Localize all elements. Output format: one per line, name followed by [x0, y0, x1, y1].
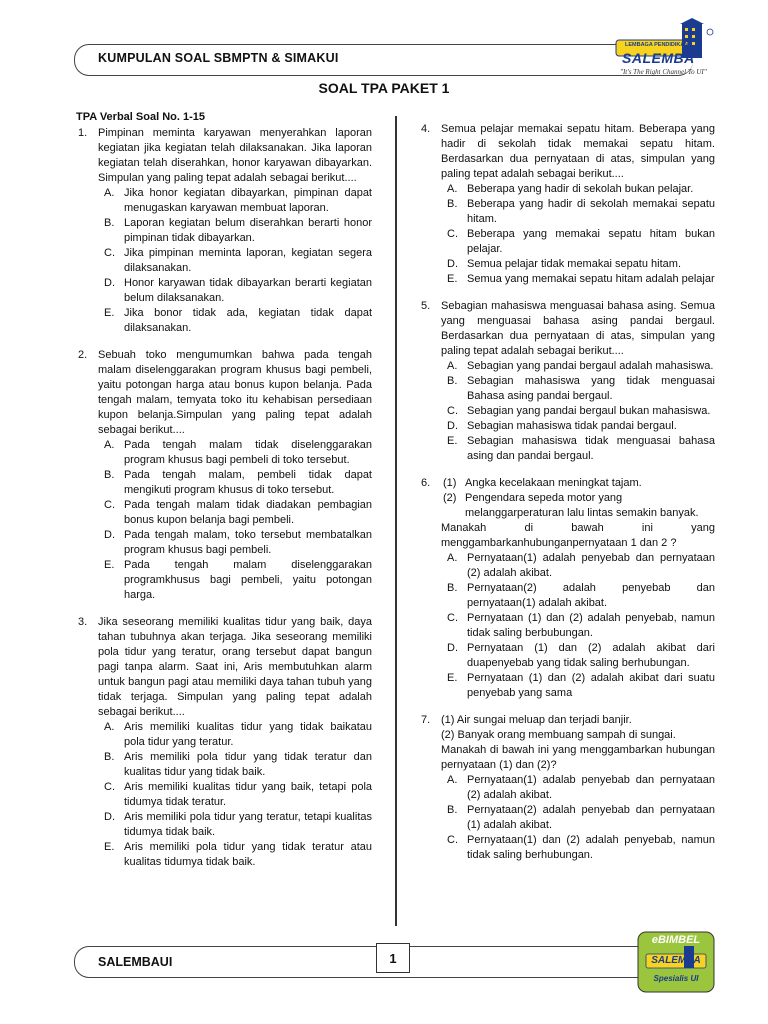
option-letter: D.	[104, 811, 115, 823]
question-stem: Jika seseorang memiliki kualitas tidur yang baik, daya tahan tubuhnya akan terjaga. Jika seseorang memiliki pola tidur yang teratur, orang tersebut dapat bangun pagi tanpa alarm. Saat ini, Aris membutuhkan alarm untuk bangun pagi atau memiliki daya tahan tubuh yang tidak terjaga. Simpulan yang paling tepat adalah sebagai berikut....	[98, 616, 372, 718]
option-letter: D.	[104, 277, 115, 289]
question-number: 3.	[78, 616, 88, 628]
question-number: 6.	[421, 477, 431, 489]
option-text: Semua yang memakai sepatu hitam adalah pelajar	[467, 273, 715, 285]
answer-option	[441, 359, 715, 374]
answer-option	[98, 438, 372, 468]
option-text: Pernyataan(2) adalah penyebab dan pernyataan (1) adalah akibat.	[467, 804, 715, 831]
option-text: Pernyataan(1) dan (2) adalah penyebab, namun tidak saling berhubungan.	[467, 834, 715, 861]
answer-option	[98, 276, 372, 306]
answer-option	[441, 671, 715, 701]
answer-option	[98, 186, 372, 216]
question-stem: Manakah di bawah ini yang menggambarkan hubungan pernyataan (1) dan (2)?	[441, 744, 715, 771]
option-text: Jika bonor tidak ada, kegiatan tidak dapat dilaksanakan.	[124, 307, 372, 334]
question-number: 5.	[421, 300, 431, 312]
option-text: Beberapa yang memakai sepatu hitam bukan pelajar.	[467, 228, 715, 255]
option-letter: B.	[447, 375, 458, 387]
question-item	[76, 348, 372, 603]
answer-option	[441, 833, 715, 863]
question-item	[419, 476, 715, 701]
answer-option	[441, 803, 715, 833]
option-letter: C.	[447, 612, 458, 624]
option-text: Aris memiliki kualitas tidur yang tidak baikatau pola tidur yang teratur.	[124, 721, 372, 748]
option-letter: C.	[447, 405, 458, 417]
answer-option	[98, 840, 372, 870]
answer-option	[441, 404, 715, 419]
question-stem: Sebagian mahasiswa menguasai bahasa asing. Semua yang menguasai bahasa asing pandai bergaul. Berdasarkan dua pernyataan di atas, simpulan yang paling tepat adalah sebagai berikut....	[441, 300, 715, 357]
option-text: Aris memiliki kualitas tidur yang baik, tetapi pola tidumya tidak teratur.	[124, 781, 372, 808]
premise-text: Pengendara sepeda motor yang melanggarperaturan lalu lintas semakin banyak.	[465, 492, 699, 519]
option-list	[98, 438, 372, 603]
premise-number: (1)	[443, 477, 457, 489]
option-letter: A.	[447, 360, 458, 372]
question-number: 4.	[421, 123, 431, 135]
option-text: Pernyataan (1) dan (2) adalah akibat dari duapenyebab yang tidak saling berhubungan.	[467, 642, 715, 669]
option-text: Jika honor kegiatan dibayarkan, pimpinan dapat menugaskan karyawan membuat laporan.	[124, 187, 372, 214]
answer-option	[98, 810, 372, 840]
option-letter: A.	[104, 721, 115, 733]
premise-statement: (1) Air sungai meluap dan terjadi banjir.	[441, 714, 632, 726]
answer-option	[441, 227, 715, 257]
answer-option	[98, 498, 372, 528]
option-text: Pada tengah malam tidak diselenggarakan program khusus bagi pembeli di toko tersebut.	[124, 439, 372, 466]
option-letter: D.	[447, 420, 458, 432]
question-stem: Semua pelajar memakai sepatu hitam. Beberapa yang hadir di sekolah tidak memakai sepatu hitam. Berdasarkan dua pernyataan di atas, simpulan yang paling tepat adalah sebagai berikut....	[441, 123, 715, 180]
answer-option	[98, 750, 372, 780]
footer-label: SALEMBAUI	[98, 955, 173, 969]
option-text: Pernyataan(1) adalah penyebab dan pernyataan (2) adalah akibat.	[467, 552, 715, 579]
option-letter: E.	[447, 435, 458, 447]
option-text: Pada tengah malam diselenggarakan programkhusus bagi pembeli, yaitu potongan harga.	[124, 559, 372, 601]
option-text: Sebagian yang pandai bergaul adalah mahasiswa.	[467, 360, 714, 372]
option-text: Jika pimpinan meminta laporan, kegiatan segera dilaksanakan.	[124, 247, 372, 274]
option-list	[441, 551, 715, 701]
question-stem: Sebuah toko mengumumkan bahwa pada tengah malam diselenggarakan program khusus bagi pembeli, yaitu potongan harga atau bonus kupon belanja. Pada tengah malam, temyata toko itu kehabisan persediaan kupon belanja.Simpulan yang paling tepat adalah sebagai berikut....	[98, 349, 372, 436]
option-text: Sebagian mahasiswa tidak pandai bergaul.	[467, 420, 677, 432]
option-letter: E.	[104, 559, 115, 571]
answer-option	[441, 257, 715, 272]
option-letter: B.	[104, 751, 115, 763]
question-list-right	[419, 122, 715, 863]
option-letter: D.	[104, 529, 115, 541]
logo-brand: SALEMBA	[622, 50, 695, 66]
question-item	[419, 299, 715, 464]
option-text: Pada tengah malam, pembeli tidak dapat mengikuti program khusus di toko tersebut.	[124, 469, 372, 496]
answer-option	[98, 558, 372, 603]
answer-option	[441, 641, 715, 671]
option-text: Pernyataan (1) dan (2) adalah akibat dari suatu penyebab yang sama	[467, 672, 715, 699]
answer-option	[98, 246, 372, 276]
section-title: TPA Verbal Soal No. 1-15	[76, 111, 205, 123]
logo-tagline: "It's The Right Channel To UI"	[620, 68, 707, 76]
option-text: Pernyataan(1) adalab penyebab dan pernyataan (2) adalah akibat.	[467, 774, 715, 801]
answer-option	[441, 581, 715, 611]
answer-option	[441, 182, 715, 197]
option-text: Aris memiliki pola tidur yang tidak teratur atau kualitas tidumya tidak baik.	[124, 841, 372, 868]
option-letter: C.	[447, 834, 458, 846]
option-letter: B.	[104, 469, 115, 481]
option-letter: A.	[447, 552, 458, 564]
page-number: 1	[376, 943, 410, 973]
option-text: Sebagian yang pandai bergaul bukan mahasiswa.	[467, 405, 711, 417]
option-text: Pernyataan (1) dan (2) adalah penyebab, namun tidak saling berbubungan.	[467, 612, 715, 639]
question-number: 1.	[78, 127, 88, 139]
header-title: KUMPULAN SOAL SBMPTN & SIMAKUI	[98, 51, 339, 65]
option-list	[441, 182, 715, 287]
option-letter: E.	[447, 273, 458, 285]
question-item	[76, 126, 372, 336]
answer-option	[98, 306, 372, 336]
option-letter: A.	[104, 187, 115, 199]
paper-title: SOAL TPA PAKET 1	[318, 80, 450, 96]
option-text: Aris memiliki pola tidur yang tidak teratur dan kualitas tidur yang tidak baik.	[124, 751, 372, 778]
premise-number: (2)	[443, 492, 457, 504]
ebimbel-badge	[636, 930, 716, 994]
answer-option	[98, 528, 372, 558]
option-list	[441, 359, 715, 464]
option-letter: B.	[447, 198, 458, 210]
premise-statement	[441, 491, 715, 521]
option-text: Semua pelajar tidak memakai sepatu hitam.	[467, 258, 681, 270]
right-column	[419, 122, 715, 875]
question-item	[76, 615, 372, 870]
badge-top: eBIMBEL	[651, 934, 701, 946]
answer-option	[98, 720, 372, 750]
option-letter: C.	[104, 781, 115, 793]
premise-text: Angka kecelakaan meningkat tajam.	[465, 477, 642, 489]
premise-statement: (2) Banyak orang membuang sampah di sungai.	[441, 729, 676, 741]
option-letter: C.	[104, 247, 115, 259]
option-list	[441, 773, 715, 863]
option-text: Pada tengah malam tidak diadakan pembagian bonus kupon belanja bagi pembeli.	[124, 499, 372, 526]
option-letter: E.	[447, 672, 458, 684]
answer-option	[441, 419, 715, 434]
option-text: Beberapa yang hadir di sekolah bukan pelajar.	[467, 183, 694, 195]
answer-option	[441, 611, 715, 641]
question-stem: Manakah di bawah ini yang menggambarkanhubunganpernyataan 1 dan 2 ?	[441, 522, 715, 549]
column-divider	[395, 116, 397, 926]
option-text: Beberapa yang hadir di sekolah memakai sepatu hitam.	[467, 198, 715, 225]
answer-option	[441, 272, 715, 287]
option-text: Pada tengah malam, toko tersebut membatalkan program khusus bagi pembeli.	[124, 529, 372, 556]
answer-option	[441, 773, 715, 803]
option-letter: C.	[447, 228, 458, 240]
option-text: Honor karyawan tidak dibayarkan berarti kegiatan belum dilaksanakan.	[124, 277, 372, 304]
option-letter: B.	[447, 582, 458, 594]
option-letter: D.	[447, 642, 458, 654]
premise-statement	[441, 476, 715, 491]
option-text: Sebagian mahasiswa tidak menguasai bahasa asing dan pandai bergaul.	[467, 435, 715, 462]
option-text: Laporan kegiatan belum diserahkan berarti honor pimpinan tidak dibayarkan.	[124, 217, 372, 244]
option-letter: B.	[104, 217, 115, 229]
option-letter: A.	[447, 774, 458, 786]
logo-institution: LEMBAGA PENDIDIKAN	[625, 42, 689, 48]
option-letter: B.	[447, 804, 458, 816]
option-letter: E.	[104, 841, 115, 853]
question-number: 7.	[421, 714, 431, 726]
option-text: Sebagian mahasiswa yang tidak menguasai Bahasa asing pandai bergaul.	[467, 375, 715, 402]
answer-option	[98, 468, 372, 498]
answer-option	[441, 197, 715, 227]
answer-option	[98, 780, 372, 810]
option-letter: C.	[104, 499, 115, 511]
option-text: Aris memiliki pola tidur yang teratur, tetapi kualitas tidumya tidak baik.	[124, 811, 372, 838]
option-text: Pernyataan(2) adalah penyebab dan pernyataan(1) adalah akibat.	[467, 582, 715, 609]
left-column	[76, 110, 372, 882]
question-number: 2.	[78, 349, 88, 361]
answer-option	[441, 434, 715, 464]
answer-option	[441, 551, 715, 581]
option-letter: A.	[447, 183, 458, 195]
question-stem: Pimpinan meminta karyawan menyerahkan laporan kegiatan jika kegiatan telah dilaksanakan. Jika laporan kegiatan telah diserahkan, honor karyawan dibayarkan. Simpulan yang paling tepat adalah sebagai berikut....	[98, 127, 372, 184]
question-item	[419, 713, 715, 863]
option-letter: A.	[104, 439, 115, 451]
question-list-left	[76, 126, 372, 870]
badge-bottom: Spesialis UI	[653, 974, 699, 983]
badge-brand: SALEMBA	[651, 955, 701, 966]
question-item	[419, 122, 715, 287]
answer-option	[441, 374, 715, 404]
answer-option	[98, 216, 372, 246]
option-letter: E.	[104, 307, 115, 319]
option-letter: D.	[447, 258, 458, 270]
option-list	[98, 186, 372, 336]
option-list	[98, 720, 372, 870]
